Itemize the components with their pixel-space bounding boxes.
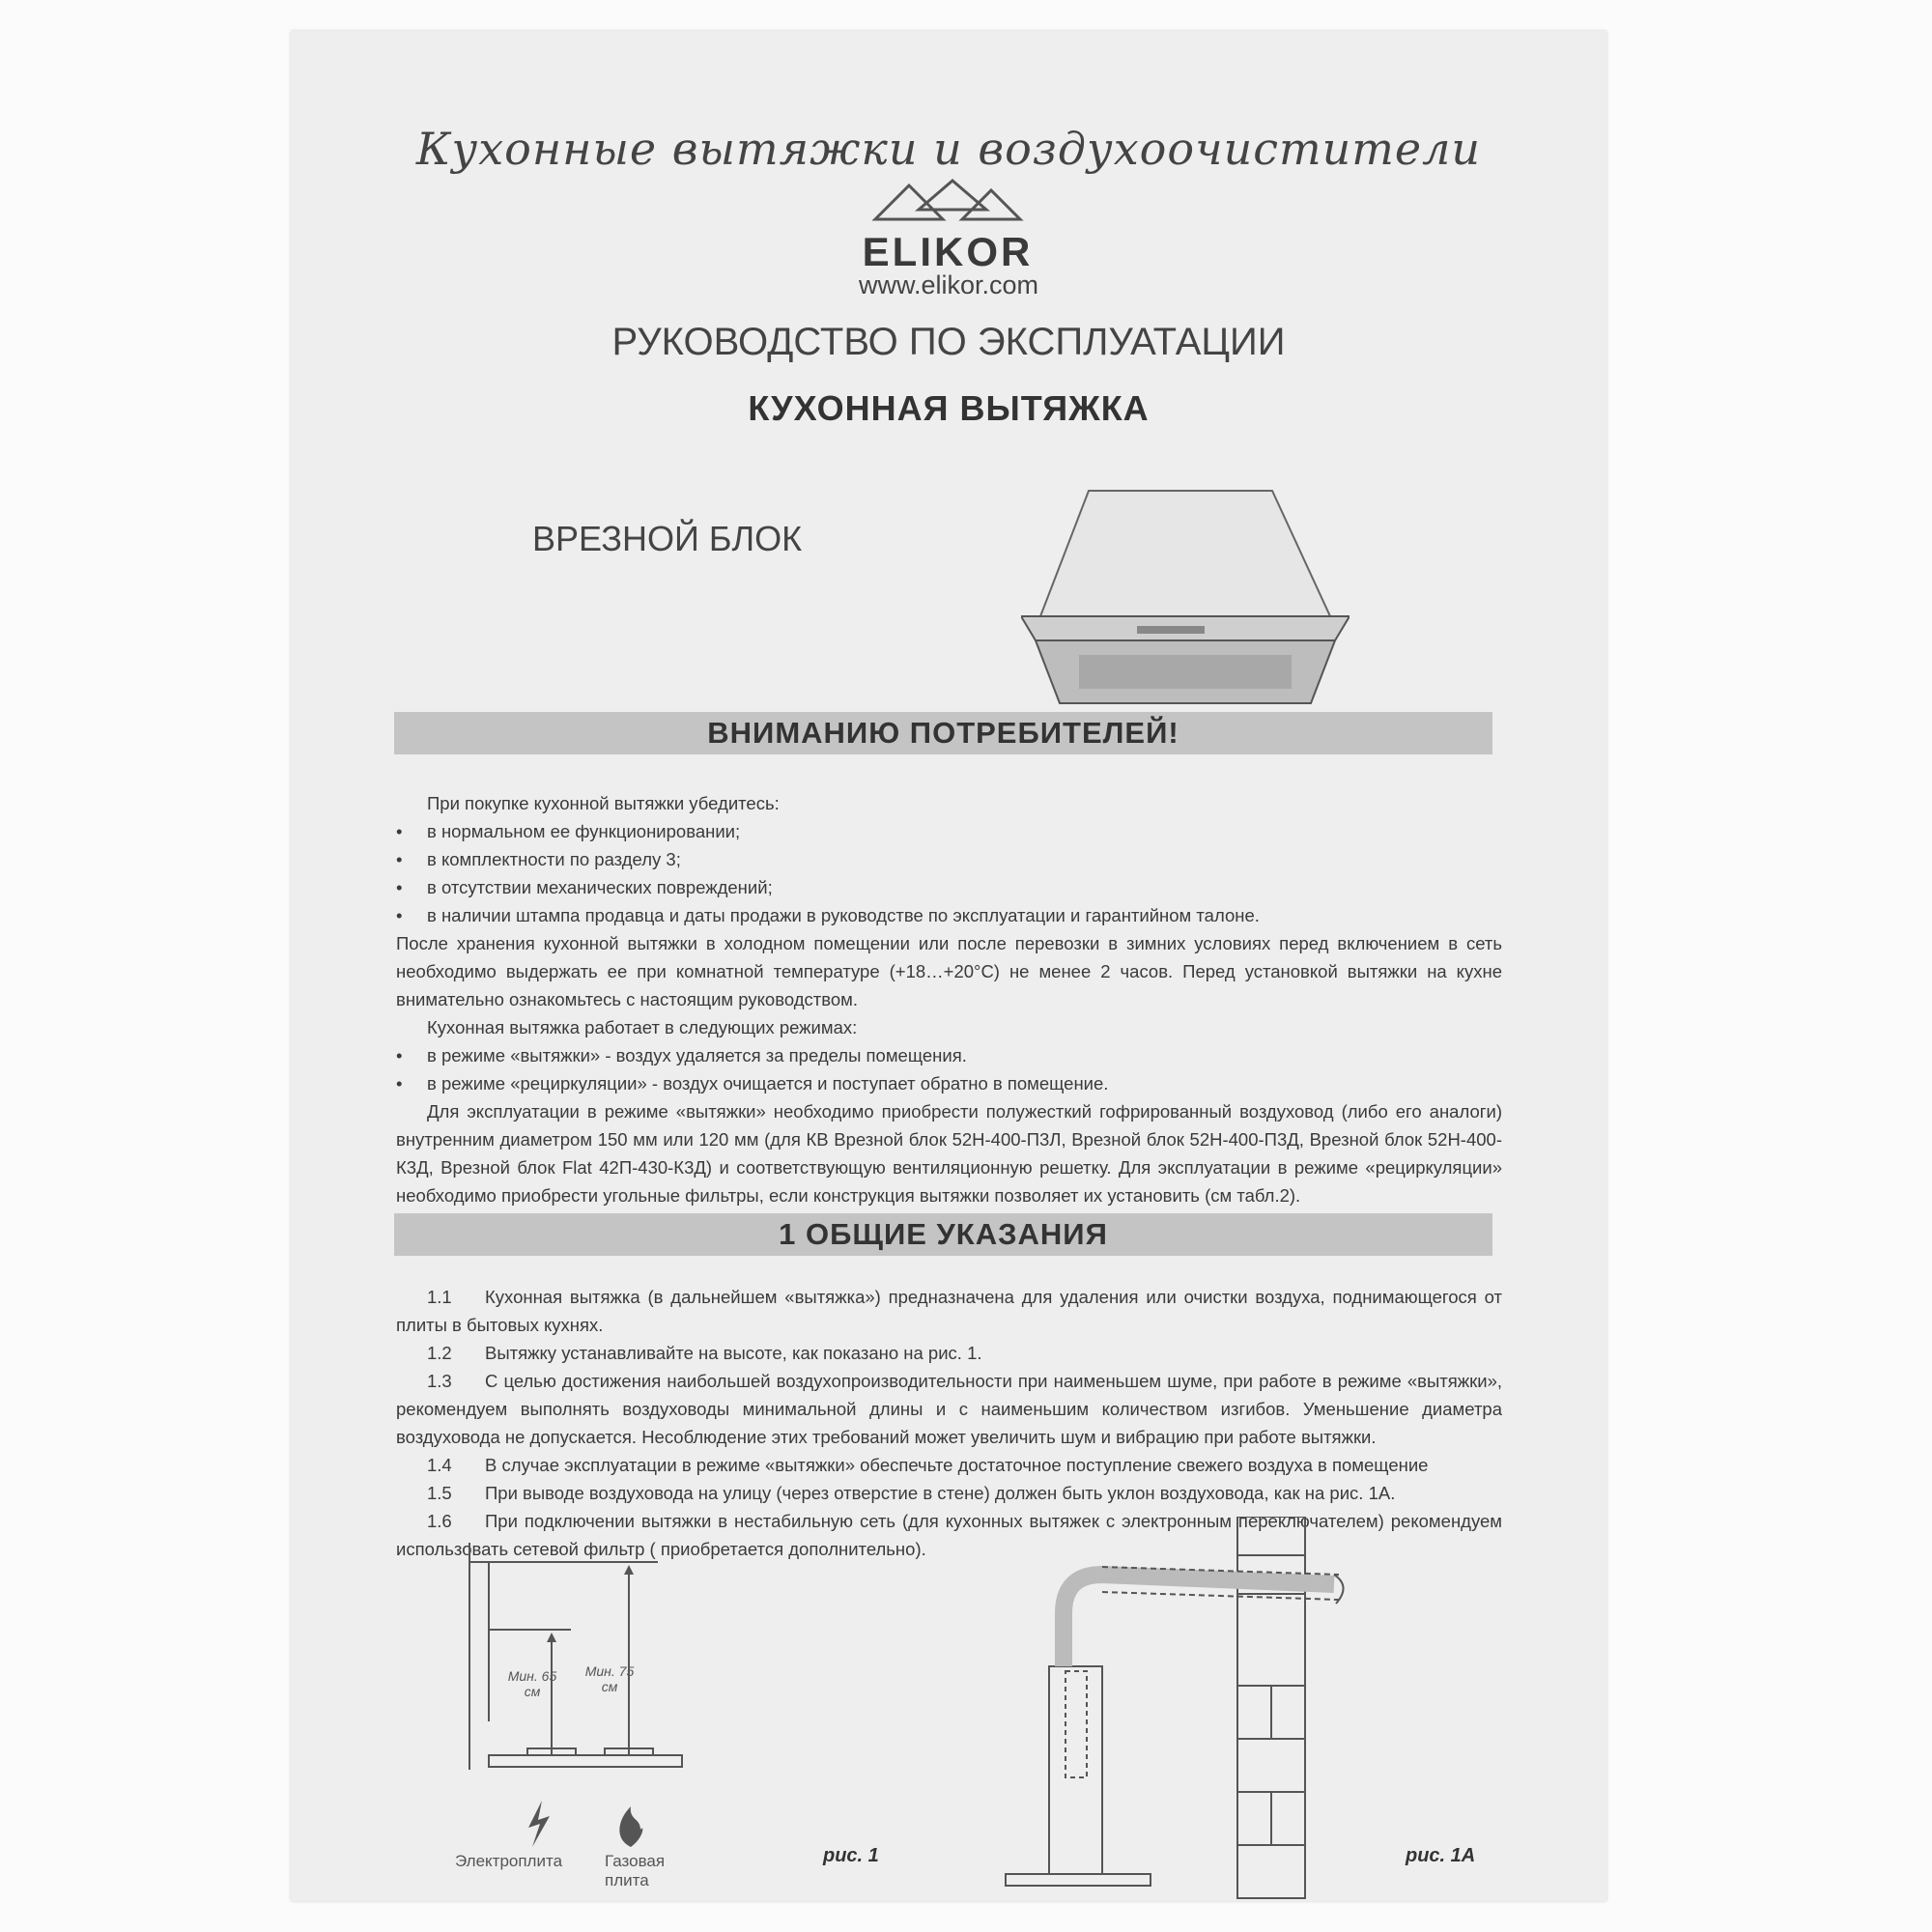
- brand-url: www.elikor.com: [858, 270, 1039, 299]
- min-gas-label: Мин. 75 см: [584, 1663, 635, 1694]
- section-item: 1.4 В случае эксплуатации в режиме «вытяжки» обеспечьте достаточное поступление свежего воздуха в помещение: [427, 1455, 1429, 1475]
- check-item: • в наличии штампа продавца и даты продажи в руководстве по эксплуатации и гарантийном талоне.: [396, 905, 1260, 925]
- mode-item: • в режиме «рециркуляции» - воздух очищается и поступает обратно в помещение.: [396, 1073, 1109, 1094]
- check-item: • в комплектности по разделу 3;: [396, 849, 681, 869]
- attention-banner: ВНИМАНИЮ ПОТРЕБИТЕЛЕЙ!: [394, 712, 1492, 754]
- section-item: 1.5 При выводе воздуховода на улицу (через отверстие в стене) должен быть уклон воздуховода, как на рис. 1А.: [427, 1483, 1396, 1503]
- section-1-banner: 1 ОБЩИЕ УКАЗАНИЯ: [394, 1213, 1492, 1256]
- figure-1-caption: рис. 1: [823, 1845, 879, 1866]
- attention-text: [396, 789, 1502, 1209]
- hood-illustration: [1021, 481, 1350, 713]
- gas-stove-label: Газовая плита: [605, 1852, 666, 1889]
- figure-1: [455, 1538, 706, 1889]
- electric-stove-label: Электроплита: [455, 1852, 563, 1870]
- section-item: 1.2 Вытяжку устанавливайте на высоте, как показано на рис. 1.: [427, 1343, 982, 1363]
- check-item: • в отсутствии механических повреждений;: [396, 877, 773, 897]
- manual-page: [291, 31, 1606, 1901]
- figure-1a-duct-diagram: [996, 1517, 1373, 1903]
- brand-logo: [803, 176, 1093, 275]
- script-title: Кухонные вытяжки и воздухоочистители: [415, 123, 1482, 175]
- min-electric-label: Мин. 65 см: [507, 1668, 557, 1699]
- flame-icon: [619, 1806, 642, 1847]
- section-item: 1.1 Кухонная вытяжка (в дальнейшем «вытяжка») предназначена для удаления или очистки воздуха, поднимающегося от плиты в бытовых кухнях.: [396, 1287, 1502, 1335]
- operation-paragraph: Для эксплуатации в режиме «вытяжки» необходимо приобрести полужесткий гофрированный воздуховод (либо его аналоги) внутренним диаметром 150 мм или 120 мм (для КВ Врезной блок 52Н-400-П3Л, Врезной блок 52Н-400-П3Д, Врезной блок 52Н-400-К3Д, Врезной блок Flat 42П-430-К3Д) и соответствующую вентиляционную решетку. Для эксплуатации в режиме «рециркуляции» необходимо приобрести угольные фильтры, если конструкция вытяжки позволяет их установить (см табл.2).: [396, 1101, 1502, 1206]
- figure-1a-caption: рис. 1А: [1406, 1845, 1476, 1866]
- doc-title: РУКОВОДСТВО ПО ЭКСПЛУАТАЦИИ: [611, 321, 1286, 363]
- storage-paragraph: После хранения кухонной вытяжки в холодном помещении или после перевозки в зимних условиях перед включением в сеть необходимо выдержать ее при комнатной температуре (+18…+20°С) не менее 2 часов. Перед установкой вытяжки на кухне внимательно ознакомьтесь с настоящим руководством.: [396, 933, 1502, 1009]
- attention-intro: При покупке кухонной вытяжки убедитесь:: [427, 793, 780, 813]
- height-diagram: [455, 1538, 706, 1857]
- lightning-icon: [528, 1801, 550, 1847]
- model-name: ВРЕЗНОЙ БЛОК: [532, 519, 803, 558]
- modes-intro: Кухонная вытяжка работает в следующих режимах:: [427, 1017, 858, 1037]
- section-item: 1.3 С целью достижения наибольшей воздухопроизводительности при наименьшем шуме, при работе в режиме «вытяжки», рекомендуем выполнять воздуховоды минимальной длины и с наименьшим количеством изгибов. Уменьшение диаметра воздуховода не допускается. Несоблюдение этих требований может увеличить шум и вибрацию при работе вытяжки.: [396, 1371, 1502, 1447]
- roof-logo-icon: [870, 176, 1025, 224]
- mode-item: • в режиме «вытяжки» - воздух удаляется за пределы помещения.: [396, 1045, 967, 1065]
- check-item: • в нормальном ее функционировании;: [396, 821, 741, 841]
- section-item: 1.6 При подключении вытяжки в нестабильную сеть (для кухонных вытяжек с электронным переключателем) рекомендуем использовать сетевой фильтр ( приобретается дополнительно).: [396, 1511, 1502, 1559]
- product-title: КУХОННАЯ ВЫТЯЖКА: [748, 388, 1150, 428]
- brand-name: ELIKOR: [862, 229, 1034, 274]
